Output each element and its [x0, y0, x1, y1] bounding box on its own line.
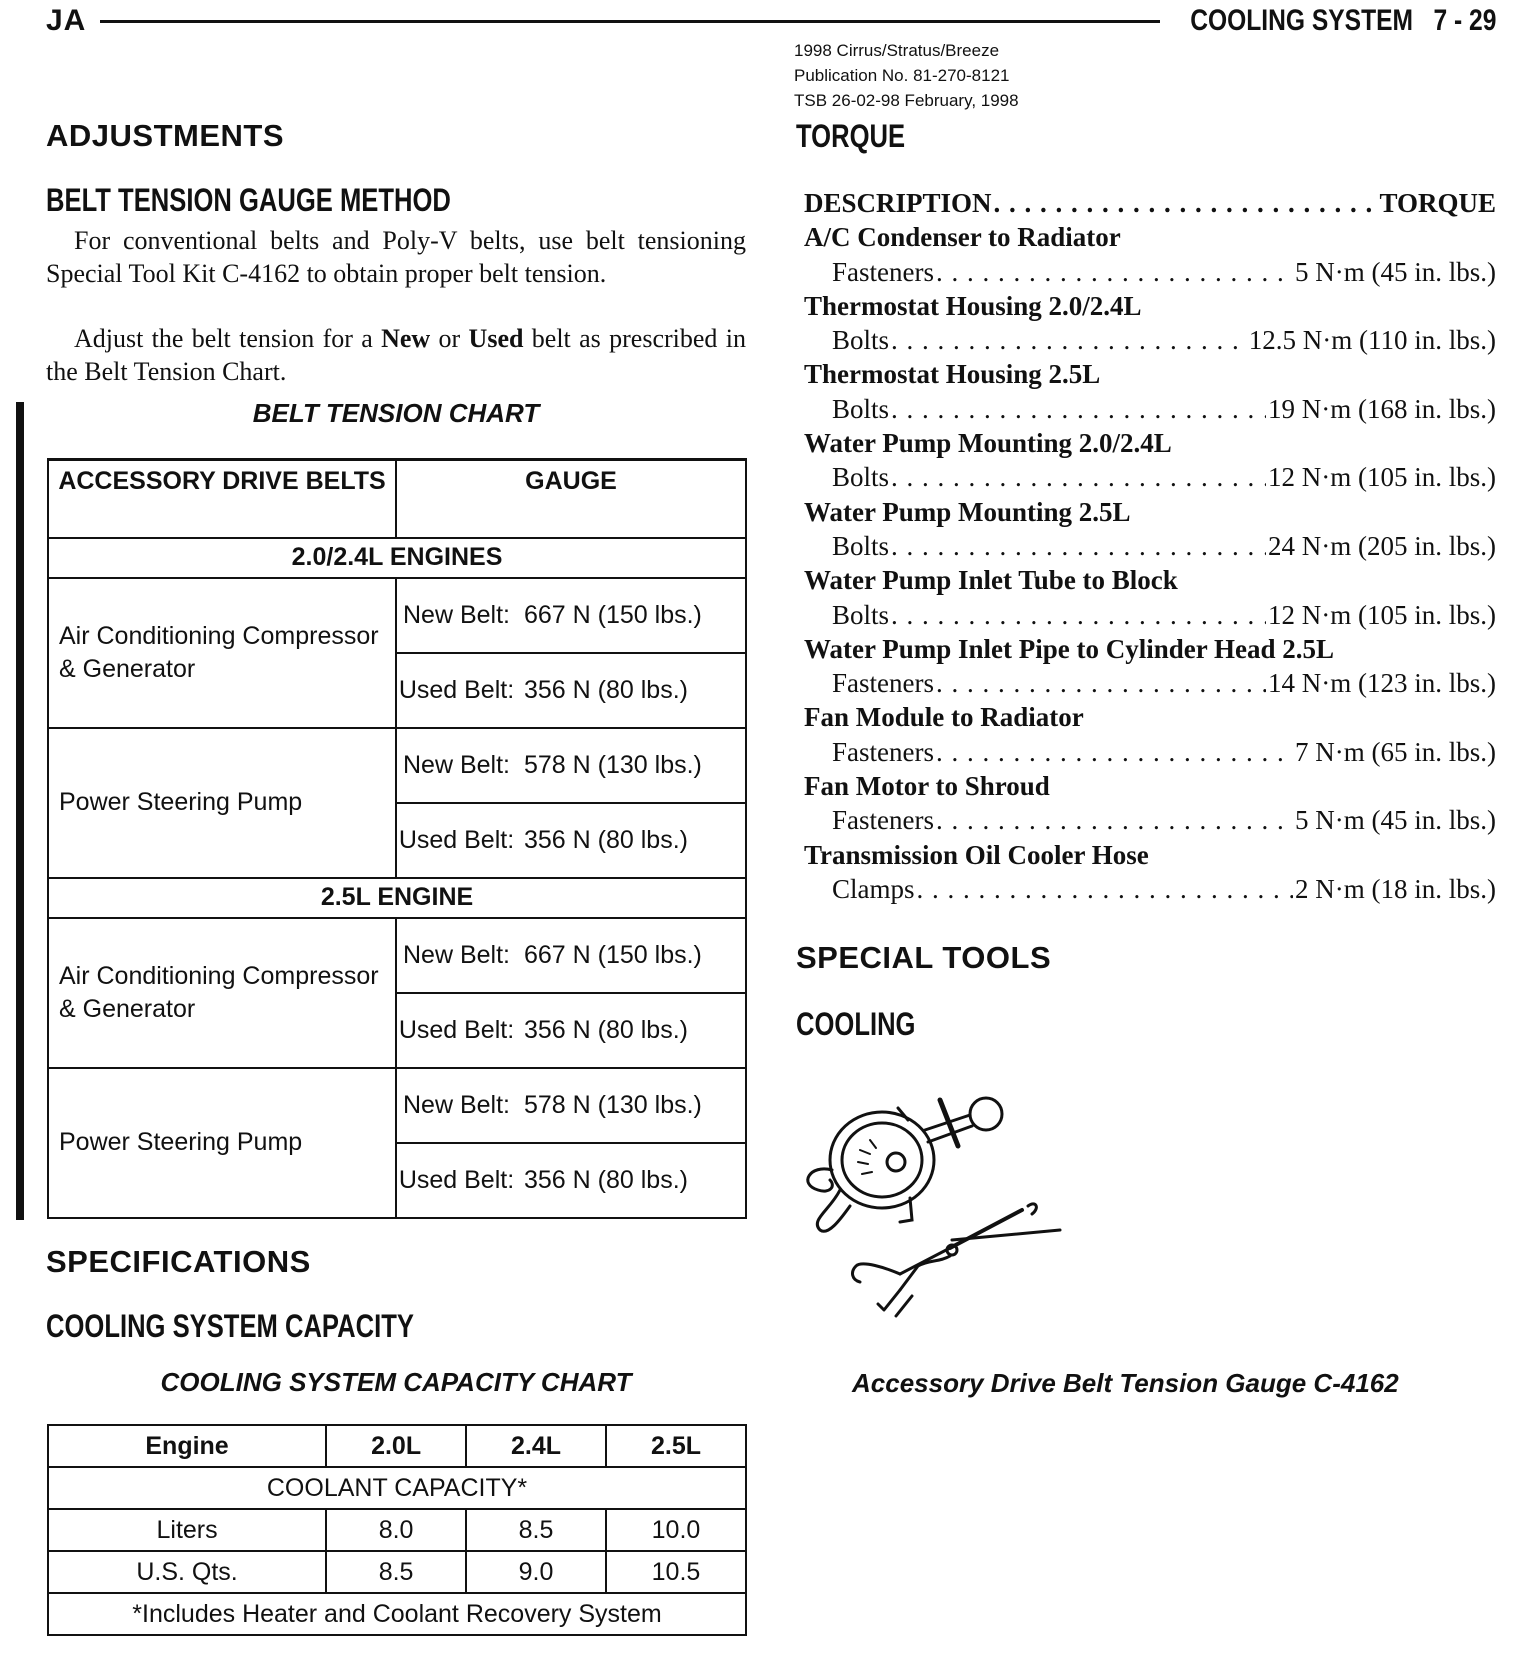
specifications-heading: SPECIFICATIONS [46, 1244, 311, 1279]
model-code: JA [46, 4, 87, 37]
torque-spec-row [804, 666, 1496, 700]
engine-group-header: 2.0/2.4L ENGINES [48, 538, 746, 578]
belt-item: Air Conditioning Compressor & Generator [48, 578, 396, 728]
column-header: Engine [48, 1425, 326, 1467]
fastener-type: Fasteners [832, 736, 934, 767]
torque-group-title: Thermostat Housing 2.0/2.4L [804, 290, 1142, 321]
dot-leader [917, 872, 1294, 906]
torque-list [804, 186, 1496, 906]
publication-info: 1998 Cirrus/Stratus/Breeze Publication No. 81-270-8121 TSB 26-02-98 February, 1998 [794, 41, 1019, 110]
torque-group-title: A/C Condenser to Radiator [804, 222, 1121, 253]
belt-tension-gauge-illustration [800, 1090, 1070, 1330]
fastener-type: Bolts [832, 325, 890, 356]
adjustments-heading: ADJUSTMENTS [46, 118, 285, 153]
table-cell: 8.5 [326, 1551, 466, 1593]
table-cell: Liters [48, 1509, 326, 1551]
column-header-belts: ACCESSORY DRIVE BELTS [48, 460, 396, 538]
column-header: 2.0L [326, 1425, 466, 1467]
fastener-type: Fasteners [832, 805, 934, 836]
torque-value: 12.5 N·m (110 in. lbs.) [1248, 325, 1496, 356]
dot-leader [936, 255, 1293, 289]
used-belt-label: Used Belt: [396, 993, 516, 1068]
dot-leader [936, 735, 1293, 769]
torque-group-title: Fan Module to Radiator [804, 702, 1084, 733]
torque-spec-row [804, 255, 1496, 289]
torque-group-title: Water Pump Inlet Tube to Block [804, 565, 1178, 596]
torque-group-title: Fan Motor to Shroud [804, 771, 1050, 802]
torque-group-title: Water Pump Mounting 2.0/2.4L [804, 428, 1172, 459]
page-header [46, 0, 1496, 40]
dot-leader [891, 529, 1266, 563]
torque-spec-row [804, 803, 1496, 837]
used-belt-label: Used Belt: [396, 1143, 516, 1218]
table-cell: U.S. Qts. [48, 1551, 326, 1593]
tool-caption: Accessory Drive Belt Tension Gauge C-4162 [852, 1368, 1399, 1398]
table-footnote: *Includes Heater and Coolant Recovery System [48, 1593, 746, 1635]
belt-tension-table [47, 458, 747, 1219]
table-cell: 8.0 [326, 1509, 466, 1551]
torque-group-title: Water Pump Inlet Pipe to Cylinder Head 2.5L [804, 633, 1335, 664]
torque-value: 14 N·m (123 in. lbs.) [1268, 668, 1496, 699]
new-belt-value: 578 N (130 lbs.) [516, 1068, 746, 1143]
torque-group-title: Transmission Oil Cooler Hose [804, 839, 1149, 870]
dot-leader [936, 666, 1266, 700]
torque-value: 2 N·m (18 in. lbs.) [1295, 873, 1496, 904]
torque-value: 7 N·m (65 in. lbs.) [1295, 736, 1496, 767]
torque-spec-row [804, 392, 1496, 426]
used-belt-value: 356 N (80 lbs.) [516, 1143, 746, 1218]
fastener-type: Bolts [832, 462, 890, 493]
dot-leader [891, 323, 1247, 357]
new-belt-value: 667 N (150 lbs.) [516, 578, 746, 653]
torque-spec-row [804, 460, 1496, 494]
fastener-type: Clamps [832, 873, 915, 904]
table-cell: 8.5 [466, 1509, 606, 1551]
revision-bar [16, 402, 24, 1220]
paragraph-1: For conventional belts and Poly-V belts, use belt tensioning Special Tool Kit C-4162 to obtain proper belt tension. [46, 226, 746, 288]
table-cell: 10.5 [606, 1551, 746, 1593]
column-header: 2.5L [606, 1425, 746, 1467]
fastener-type: Bolts [832, 393, 890, 424]
torque-spec-row [804, 735, 1496, 769]
dot-leader [891, 598, 1266, 632]
torque-group-title: Water Pump Mounting 2.5L [804, 496, 1131, 527]
torque-value: 12 N·m (105 in. lbs.) [1268, 462, 1496, 493]
table-cell: 10.0 [606, 1509, 746, 1551]
new-belt-label: New Belt: [396, 918, 516, 993]
torque-value: 5 N·m (45 in. lbs.) [1295, 256, 1496, 287]
torque-value: 5 N·m (45 in. lbs.) [1295, 805, 1496, 836]
torque-value: 12 N·m (105 in. lbs.) [1268, 599, 1496, 630]
cooling-capacity-heading: COOLING SYSTEM CAPACITY [46, 1308, 414, 1344]
used-belt-value: 356 N (80 lbs.) [516, 653, 746, 728]
paragraph-2: Adjust the belt tension for a New or Used belt as prescribed in the Belt Tension Chart. [46, 324, 746, 386]
cooling-tools-heading: COOLING [796, 1006, 916, 1042]
belt-tension-chart-title: BELT TENSION CHART [252, 398, 540, 428]
used-belt-label: Used Belt: [396, 653, 516, 728]
page-number: 7 - 29 [1433, 4, 1496, 37]
new-belt-label: New Belt: [396, 728, 516, 803]
column-header-gauge: GAUGE [396, 460, 746, 538]
dot-leader [891, 392, 1266, 426]
belt-item: Air Conditioning Compressor & Generator [48, 918, 396, 1068]
capacity-chart-title: COOLING SYSTEM CAPACITY CHART [160, 1367, 632, 1397]
new-belt-value: 667 N (150 lbs.) [516, 918, 746, 993]
header-rule [100, 20, 1160, 23]
torque-spec-row [804, 529, 1496, 563]
fastener-type: Fasteners [832, 256, 934, 287]
torque-spec-row [804, 598, 1496, 632]
special-tools-heading: SPECIAL TOOLS [796, 940, 1052, 975]
used-belt-label: Used Belt: [396, 803, 516, 878]
fastener-type: Bolts [832, 599, 890, 630]
fastener-type: Fasteners [832, 668, 934, 699]
table-cell: 9.0 [466, 1551, 606, 1593]
torque-value: 19 N·m (168 in. lbs.) [1268, 393, 1496, 424]
dot-leader [891, 460, 1266, 494]
torque-heading: TORQUE [796, 118, 906, 154]
fastener-type: Bolts [832, 530, 890, 561]
section-title: COOLING SYSTEM 7 - 29 [1189, 4, 1496, 37]
coolant-capacity-label: COOLANT CAPACITY* [48, 1467, 746, 1509]
dot-leader [936, 803, 1293, 837]
used-belt-value: 356 N (80 lbs.) [516, 993, 746, 1068]
engine-group-header: 2.5L ENGINE [48, 878, 746, 918]
torque-group-title: Thermostat Housing 2.5L [804, 359, 1101, 390]
capacity-table [47, 1424, 747, 1636]
torque-spec-row [804, 323, 1496, 357]
belt-tension-gauge-heading: BELT TENSION GAUGE METHOD [46, 182, 451, 218]
belt-item: Power Steering Pump [48, 1068, 396, 1218]
new-belt-value: 578 N (130 lbs.) [516, 728, 746, 803]
torque-spec-row [804, 872, 1496, 906]
torque-header-row: DESCRIPTION . . . TORQUE [804, 186, 1496, 220]
belt-item: Power Steering Pump [48, 728, 396, 878]
used-belt-value: 356 N (80 lbs.) [516, 803, 746, 878]
new-belt-label: New Belt: [396, 578, 516, 653]
column-header: 2.4L [466, 1425, 606, 1467]
new-belt-label: New Belt: [396, 1068, 516, 1143]
torque-value: 24 N·m (205 in. lbs.) [1268, 530, 1496, 561]
